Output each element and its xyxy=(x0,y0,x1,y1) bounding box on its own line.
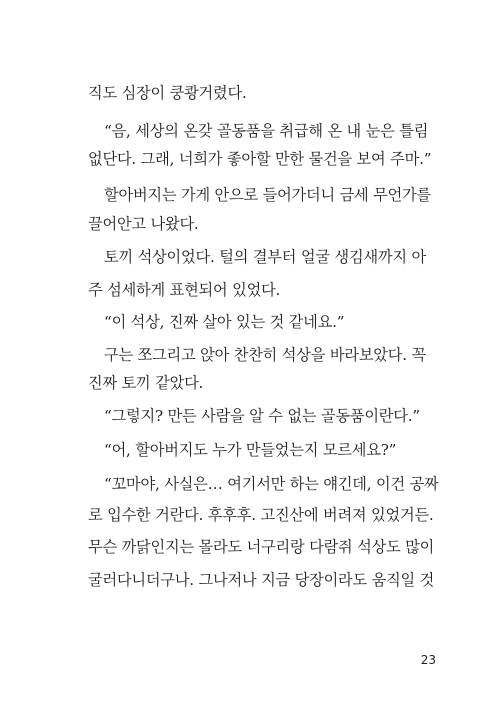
text-line: 직도 심장이 쿵쾅거렸다. xyxy=(88,84,247,102)
text-line: 주 섬세하게 표현되어 있었다. xyxy=(88,281,281,299)
text-line: 로 입수한 거란다. 후후후. 고진산에 버려져 있었거든. xyxy=(88,506,434,524)
page-number: 23 xyxy=(420,653,436,667)
text-line: 할아버지는 가게 안으로 들어가더니 금세 무언가를 xyxy=(104,186,432,204)
text-line: 진짜 토끼 같았다. xyxy=(88,374,204,392)
text-line: 굴러다니더구나. 그나저나 지금 당장이라도 움직일 것 xyxy=(88,571,435,589)
text-line: 없단다. 그래, 너희가 좋아할 만한 물건을 보여 주마.” xyxy=(88,150,432,168)
text-line: 토끼 석상이었다. 털의 결부터 얼굴 생김새까지 아 xyxy=(104,248,426,266)
text-line: 끌어안고 나왔다. xyxy=(88,215,199,233)
text-line: “어, 할아버지도 누가 만들었는지 모르세요?” xyxy=(104,441,397,459)
text-line: “음, 세상의 온갖 골동품을 취급해 온 내 눈은 틀림 xyxy=(104,122,429,140)
text-line: 무슨 까닭인지는 몰라도 너구리랑 다람쥐 석상도 많이 xyxy=(88,538,435,556)
text-line: 구는 쪼그리고 앉아 찬찬히 석상을 바라보았다. 꼭 xyxy=(104,346,426,364)
text-line: “이 석상, 진짜 살아 있는 것 같네요.” xyxy=(104,313,345,331)
text-line: “그렇지? 만든 사람을 알 수 없는 골동품이란다.” xyxy=(104,407,420,425)
text-line: “꼬마야, 사실은… 여기서만 하는 얘긴데, 이건 공짜 xyxy=(104,475,439,493)
